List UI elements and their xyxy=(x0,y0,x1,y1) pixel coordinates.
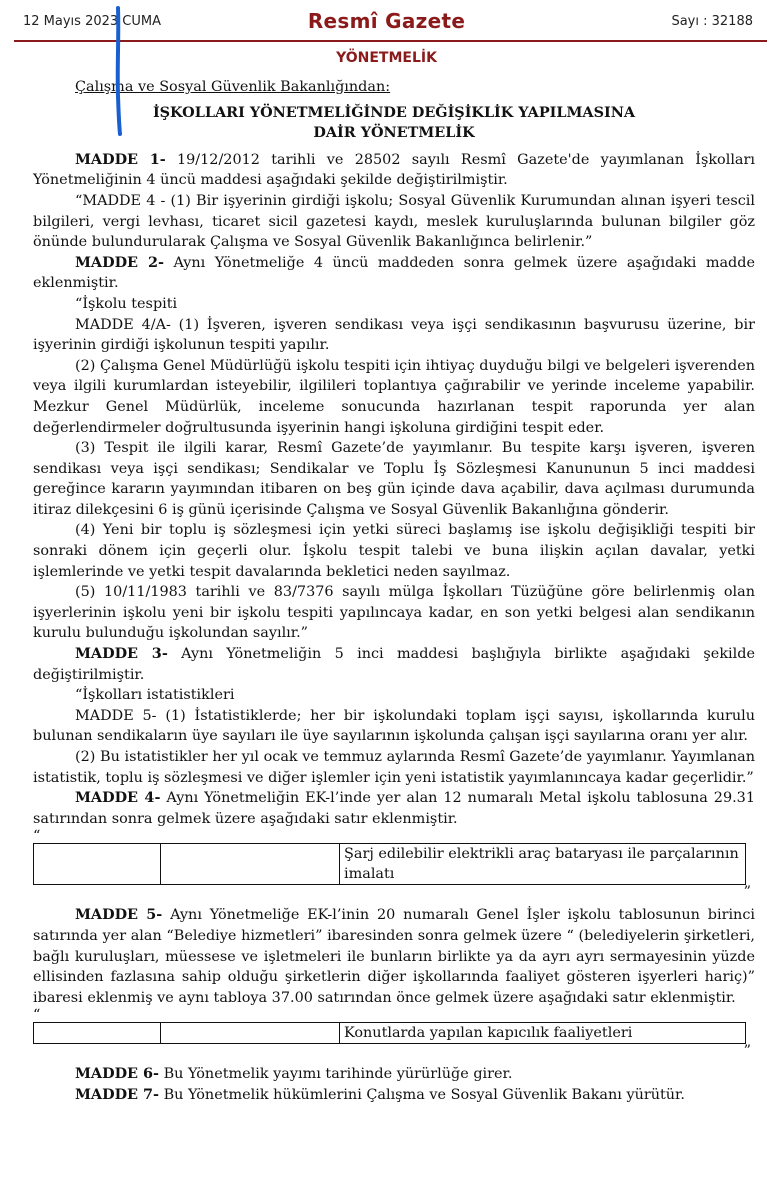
article-2-paragraph-2: (2) Çalışma Genel Müdürlüğü işkolu tespiti için ihtiyaç duyduğu bilgi ve belgeleri işverenden veya ilgili kurumlardan isteyebilir, ilgilileri toplantıya çağırabilir ve yerinde inceleme yapabilir. Mezkur Genel Müdürlük, inceleme sonucunda hazırlanan tespit raporunda yer alan değerlendirmeler doğrultusunda işyerinin hangi işkoluna girdiğini tespit eder. xyxy=(33,357,755,436)
article-2 xyxy=(33,253,755,294)
article-6-label: MADDE 6- xyxy=(75,1065,160,1083)
article-2-text: Aynı Yönetmeliğe 4 üncü maddeden sonra gelmek üzere aşağıdaki madde eklenmiştir. xyxy=(33,254,755,292)
article-2-label: MADDE 2- xyxy=(75,253,164,271)
table-1-cell-sub xyxy=(161,844,340,885)
article-6 xyxy=(33,1064,755,1085)
article-6-text: Bu Yönetmelik yayımı tarihinde yürürlüğe girer. xyxy=(159,1066,513,1083)
article-3-label: MADDE 3- xyxy=(75,645,168,663)
article-3-text: Aynı Yönetmeliğin 5 inci maddesi başlığıyla birlikte aşağıdaki şekilde değiştirilmiştir. xyxy=(33,646,755,683)
table-1-cell-activity: Şarj edilebilir elektrikli araç bataryası ile parçalarının imalatı xyxy=(340,844,746,885)
article-1-text: 19/12/2012 tarihli ve 28502 sayılı Resmî Gazete'de yayımlanan İşkolları Yönetmeliğinin 4 üncü maddesi aşağıdaki şekilde değiştirilmiştir. xyxy=(33,151,755,189)
article-5-label: MADDE 5- xyxy=(75,906,163,924)
gazette-title: Resmî Gazete xyxy=(307,9,466,33)
article-5-text: Aynı Yönetmeliğe EK-l’inin 20 numaralı Genel İşler işkolu tablosunun birinci satırında yer alan “Belediye hizmetleri” ibaresinden sonra gelmek üzere “ (belediyelerin şirketleri, bağlı kuruluşları, müessese ve işletmeleri ile bunların birlikte ya da ayrı ayrı sermayesinin yüzde ellisinden fazlasına sahip olduğu şirketlerin diğer işkollarında faaliyet gösteren işyerleri hariç)” ibaresi eklenmiş ve aynı tabloya 37.00 satırından önce gelmek üzere aşağıdaki satır eklenmiştir. xyxy=(33,907,755,1006)
article-3 xyxy=(33,644,755,685)
article-1 xyxy=(33,150,755,191)
regulation-document xyxy=(33,77,755,1106)
issue-number: Sayı : 32188 xyxy=(671,14,753,29)
general-services-table-row xyxy=(33,1022,746,1044)
regulation-title-line-1: İŞKOLLARI YÖNETMELİĞİNDE DEĞİŞİKLİK YAPILMASINA xyxy=(152,103,636,121)
table-2-open-quote: “ xyxy=(33,1007,41,1024)
article-4-text: Aynı Yönetmeliğin EK-l’inde yer alan 12 numaralı Metal işkolu tablosuna 29.31 satırından sonra gelmek üzere aşağıdaki satır eklenmiştir. xyxy=(33,790,755,827)
pen-mark-annotation xyxy=(112,6,124,136)
table-2-cell-sub xyxy=(161,1023,340,1044)
article-4-label: MADDE 4- xyxy=(75,789,161,807)
gazette-date: 12 Mayıs 2023 CUMA xyxy=(23,14,161,29)
article-3-paragraph-2: (2) Bu istatistikler her yıl ocak ve temmuz aylarında Resmî Gazete’de yayımlanır. Yayımlanan istatistik, toplu iş sözleşmesi ve diğer işlemler için yeni istatistik yayımlanıncaya kadar geçerlidir.” xyxy=(33,749,755,786)
article-7-label: MADDE 7- xyxy=(75,1085,160,1103)
table-1-close-quote: ” xyxy=(743,884,751,901)
article-1-quote: “MADDE 4 - (1) Bir işyerinin girdiği işkolu; Sosyal Güvenlik Kurumundan alınan işyeri tescil bilgileri, vergi levhası, ticaret sicil gazetesi kaydı, meslek kuruluşlarında bulunan bilgiler göz önünde bulundurularak Çalışma ve Sosyal Güvenlik Bakanlığınca belirlenir.” xyxy=(33,192,755,251)
article-3-heading: “İşkolları istatistikleri xyxy=(75,687,235,704)
article-1-label: MADDE 1- xyxy=(75,150,166,168)
article-2-paragraph-5: (5) 10/11/1983 tarihli ve 83/7376 sayılı mülga İşkolları Tüzüğüne göre belirlenmiş olan işyerlerinin işkolu yeni bir işkolu tespiti yapılıncaya kadar, en son yetki belgesi alan sendikanın kurulu bulunduğu işkolundan sayılır.” xyxy=(33,584,755,642)
article-2-paragraph-3: (3) Tespit ile ilgili karar, Resmî Gazete’de yayımlanır. Bu tespite karşı işveren, işveren sendikası veya işçi sendikası; Sendikalar ve Toplu İş Sözleşmesi Kanununun 5 inci maddesi gereğince kararın yayımından itibaren on beş gün içinde dava açabilir, dava açılması durumunda itiraz dilekçesini 6 iş günü içerisinde Çalışma ve Sosyal Güvenlik Bakanlığına gönderir. xyxy=(33,440,755,518)
article-4 xyxy=(33,788,755,829)
article-2-heading: “İşkolu tespiti xyxy=(75,295,178,312)
article-2-paragraph-4: (4) Yeni bir toplu iş sözleşmesi için yetki süreci başlamış ise işkolu değişikliği tespiti bir sonraki dönem için geçerli olur. İşkolu tespit talebi ve buna ilişkin açılan davalar, yetki işlemlerinde ve yetki tespit davalarında bekletici neden sayılmaz. xyxy=(33,522,755,580)
article-3-paragraph-1: MADDE 5- (1) İstatistiklerde; her bir işkolundaki toplam işçi sayısı, işkollarında kurulu bulunan sendikaların üye sayıları ile üye sayılarının işkolunda çalışan işçi sayılarına oranı yer alır. xyxy=(33,707,755,745)
header-divider xyxy=(14,40,767,42)
table-2-close-quote: ” xyxy=(743,1043,751,1060)
article-5 xyxy=(33,905,755,1008)
section-heading: YÖNETMELİK xyxy=(336,50,437,66)
table-1-cell-code xyxy=(34,844,161,885)
article-2-paragraph-1: MADDE 4/A- (1) İşveren, işveren sendikası veya işçi sendikasının başvurusu üzerine, bir işyerinin girdiği işkolunun tespiti yapılır. xyxy=(33,316,755,354)
table-1-open-quote: “ xyxy=(33,828,41,845)
ministry-line: Çalışma ve Sosyal Güvenlik Bakanlığından: xyxy=(75,79,391,95)
table-2-cell-activity: Konutlarda yapılan kapıcılık faaliyetleri xyxy=(340,1023,746,1044)
table-2-cell-code xyxy=(34,1023,161,1044)
article-7-text: Bu Yönetmelik hükümlerini Çalışma ve Sosyal Güvenlik Bakanı yürütür. xyxy=(159,1086,685,1103)
article-7 xyxy=(33,1085,755,1106)
regulation-title-line-2: DAİR YÖNETMELİK xyxy=(313,124,475,142)
metal-industry-table-row xyxy=(33,843,746,885)
